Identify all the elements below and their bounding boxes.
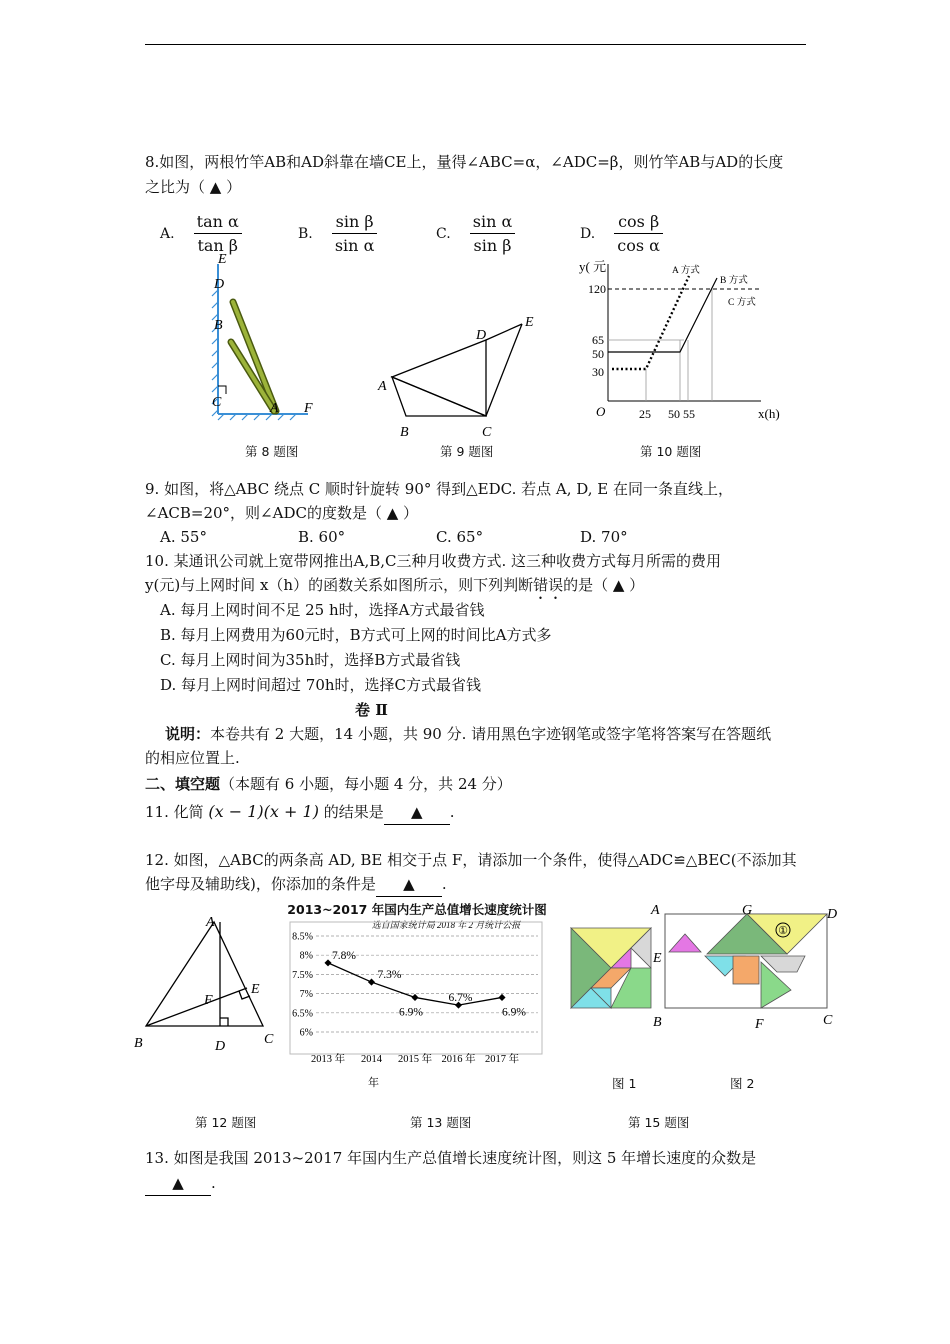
option-label: D. — [580, 226, 596, 242]
q13-line2 — [145, 1171, 216, 1196]
label-b: B — [400, 425, 409, 440]
q10-line2-part1: y(元)与上网时间 x（h）的函数关系如图所示，则下列判断 — [145, 576, 534, 594]
chart-point — [411, 994, 418, 1001]
label-g: G — [742, 903, 753, 918]
label-f: F — [204, 993, 213, 1008]
label-a: A — [651, 903, 660, 918]
x-axis-label: x(h) — [758, 406, 780, 421]
figure-12 — [130, 910, 280, 1055]
q11 — [145, 800, 455, 825]
q11-suffix: 的结果是 — [323, 803, 384, 821]
volume-2-title: 卷 Ⅱ — [355, 701, 388, 719]
label-e: E — [525, 315, 534, 330]
q9-line1: 9. 如图，将△ABC 绕点 C 顺时针旋转 90° 得到△EDC. 若点 A, D, E 在同一条直线上， — [145, 480, 734, 498]
label-b: B — [653, 1015, 662, 1030]
option-label: B. — [298, 226, 313, 242]
option-label: A. — [160, 226, 175, 242]
label-c: C — [264, 1032, 274, 1047]
figure-13-chart — [282, 916, 554, 1096]
y-tick-65: 65 — [592, 333, 604, 347]
q8-line1: 8.如图，两根竹竿AB和AD斜靠在墙CE上，量得∠ABC=α，∠ADC=β，则竹竿AB与AD的长度 — [145, 153, 784, 171]
q10-line1: 10. 某通讯公司就上宽带网推出A,B,C三种月收费方式. 这三种收费方式每月所需的费用 — [145, 552, 722, 570]
q12-answer-blank[interactable]: ▲ — [376, 872, 442, 897]
figure-12-caption: 第 12 题图 — [195, 1115, 257, 1130]
q10-option-c: C. 每月上网时间为35h时，选择B方式最省钱 — [160, 651, 461, 669]
figure-15-caption: 第 15 题图 — [628, 1115, 690, 1130]
q13-end: . — [211, 1174, 216, 1192]
chart-point — [324, 959, 331, 966]
option-numerator: cos β — [614, 212, 663, 234]
chart-y-tick-label: 8% — [299, 950, 313, 962]
q8-option-a — [160, 212, 242, 255]
series-label-c: C 方式 — [728, 298, 756, 308]
chart-y-tick-label: 7% — [299, 989, 313, 1001]
option-label: C. — [436, 226, 451, 242]
figure-9 — [370, 310, 550, 440]
chart-x-tick-label: 2016 年 — [441, 1054, 476, 1065]
chart-x-tick-label: 2014 — [361, 1054, 382, 1065]
label-a: A — [270, 401, 279, 416]
chart-y-tick-label: 6.5% — [292, 1008, 313, 1020]
figure-8 — [200, 250, 330, 425]
chart-data-label: 6.9% — [502, 1006, 526, 1019]
tangram-shape — [669, 914, 827, 1008]
label-e: E — [251, 982, 260, 997]
q11-answer-blank[interactable]: ▲ — [384, 800, 450, 825]
chart-x-tick-label: 2017 年 — [484, 1054, 520, 1065]
q12-line2 — [145, 872, 447, 897]
chart-y-ticks — [292, 932, 313, 1039]
y-tick-50: 50 — [592, 347, 604, 361]
right-angle-d — [220, 1018, 228, 1026]
x-tick-25: 25 — [639, 407, 651, 421]
q8-option-c — [436, 212, 515, 255]
label-b: B — [214, 318, 223, 333]
q8-option-b — [298, 212, 377, 255]
label-c: C — [212, 395, 222, 410]
label-c: C — [823, 1013, 833, 1028]
q11-prefix: 11. 化简 — [145, 803, 204, 821]
q10-option-d: D. 每月上网时间超过 70h时，选择C方式最省钱 — [160, 676, 482, 694]
figure-15-sub1: 图 1 — [612, 1076, 637, 1091]
chart-subtitle: 选自国家统计局 2018 年 2 月统计公报 — [371, 920, 521, 930]
option-denominator: cos α — [617, 236, 660, 255]
chart-data-label: 7.8% — [332, 949, 356, 962]
q12-line2-text: 他字母及辅助线)，你添加的条件是 — [145, 875, 376, 893]
series-label-b: B 方式 — [720, 276, 748, 286]
q9-line2: ∠ACB=20°，则∠ADC的度数是（ ▲ ） — [145, 504, 419, 522]
option-numerator: tan α — [194, 212, 242, 234]
section-2-rule: （本题有 6 小题，每小题 4 分，共 24 分） — [220, 775, 512, 793]
q12-line1: 12. 如图，△ABC的两条高 AD, BE 相交于点 F，请添加一个条件，使得△ADC≌△BEC(不添加其 — [145, 851, 797, 869]
label-e: E — [218, 252, 227, 267]
chart-x-tick-label: 2013 年 — [310, 1054, 346, 1065]
chart-y-tick-label: 6% — [299, 1027, 313, 1039]
q11-expression: (x − 1)(x + 1) — [208, 802, 319, 821]
chart-x-ticks — [311, 1052, 520, 1065]
piece-orange — [733, 956, 759, 984]
y-tick-120: 120 — [588, 282, 606, 296]
section-2-heading — [145, 772, 512, 796]
note-line1 — [165, 722, 771, 746]
q10-line2-part2: 的是（ ▲ ） — [563, 576, 645, 594]
x-tick-50-55: 50 55 — [668, 407, 695, 421]
q9-option-a: A. 55° — [160, 528, 207, 546]
note-text: 本卷共有 2 大题，14 小题，共 90 分. 请用黑色字迹钢笔或签字笔将答案写在答题纸 — [210, 725, 772, 743]
chart-data-labels — [332, 950, 526, 1019]
label-e: E — [653, 951, 662, 966]
y-axis-label: y( 元 — [579, 259, 607, 274]
q8-line2: 之比为（ ▲ ） — [145, 178, 242, 196]
label-f: F — [304, 401, 313, 416]
chart-point — [498, 994, 505, 1001]
label-c: C — [482, 425, 492, 440]
figure-13-caption: 第 13 题图 — [410, 1115, 472, 1130]
label-a: A — [206, 915, 215, 930]
piece-pink — [669, 934, 701, 952]
q8-option-d — [580, 212, 663, 255]
chart-point — [368, 979, 375, 986]
q10-option-b: B. 每月上网费用为60元时，B方式可上网的时间比A方式多 — [160, 626, 552, 644]
triangle-abc — [146, 922, 263, 1026]
y-tick-30: 30 — [592, 365, 604, 379]
option-denominator: sin α — [334, 236, 375, 255]
q9-option-d: D. 70° — [580, 528, 628, 546]
chart-data-label: 6.7% — [448, 992, 473, 1005]
chart-data-label: 6.9% — [399, 1006, 423, 1019]
header-rule — [145, 44, 806, 45]
chart-data-label: 7.3% — [377, 969, 402, 982]
label-f: F — [755, 1017, 764, 1030]
q11-end: . — [449, 803, 455, 821]
circle-number: ① — [778, 925, 788, 937]
chart-y-tick-label: 7.5% — [292, 969, 313, 981]
tangram-square — [571, 928, 651, 1008]
chart-y-tick-label: 8.5% — [292, 931, 313, 943]
q9-option-b: B. 60° — [298, 528, 346, 546]
option-numerator: sin β — [332, 212, 378, 234]
label-a: A — [378, 379, 387, 394]
right-angle-mark — [218, 386, 226, 394]
figure-9-caption: 第 9 题图 — [440, 444, 494, 459]
q10-emphasis: 错误 — [533, 576, 564, 594]
q10-option-a: A. 每月上网时间不足 25 h时，选择A方式最省钱 — [160, 601, 485, 619]
figure-10 — [576, 256, 796, 426]
q9-option-c: C. 65° — [436, 528, 484, 546]
chart-x-suffix: 年 — [368, 1077, 379, 1089]
figure-15 — [565, 900, 845, 1030]
option-denominator: sin β — [473, 236, 512, 255]
chart-x-tick-label: 2015 年 — [397, 1054, 433, 1065]
figure-15-sub2: 图 2 — [730, 1076, 755, 1091]
label-d: D — [215, 1039, 226, 1054]
q13-line1: 13. 如图是我国 2013~2017 年国内生产总值增长速度统计图，则这 5 年增长速度的众数是 — [145, 1149, 757, 1167]
option-denominator: tan β — [197, 236, 239, 255]
line-a-method — [612, 276, 689, 369]
origin-label: O — [596, 404, 606, 419]
option-numerator: sin α — [470, 212, 516, 234]
triangle-edc-side — [392, 340, 486, 416]
q12-end: . — [441, 875, 447, 893]
label-d: D — [476, 328, 487, 343]
note-line2: 的相应位置上. — [145, 749, 240, 767]
q13-answer-blank[interactable]: ▲ — [145, 1171, 211, 1196]
figure-8-caption: 第 8 题图 — [245, 444, 299, 459]
note-label: 说明： — [165, 725, 211, 743]
figure-10-caption: 第 10 题图 — [640, 444, 702, 459]
chart-frame — [290, 922, 542, 1054]
section-2-title: 二、填空题 — [145, 775, 221, 793]
series-label-a: A 方式 — [672, 266, 700, 276]
altitude-be — [146, 988, 247, 1026]
label-d: D — [214, 277, 225, 292]
chart-title: 2013~2017 年国内生产总值增长速度统计图 — [287, 902, 547, 917]
label-b: B — [134, 1036, 143, 1051]
label-d: D — [827, 907, 838, 922]
